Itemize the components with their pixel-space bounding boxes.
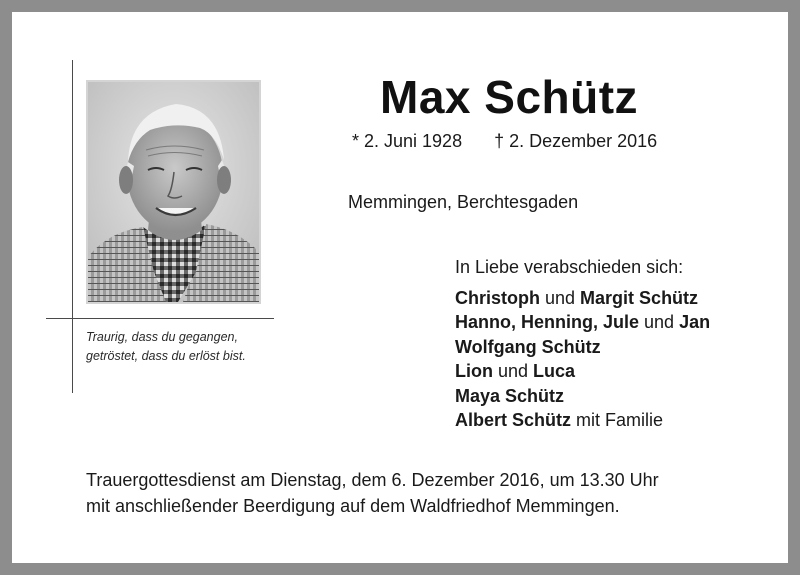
service-line: Trauergottesdienst am Dienstag, dem 6. Dezember 2016, um 13.30 Uhr [86,470,659,490]
service-line: mit anschließender Beerdigung auf dem Waldfriedhof Memmingen. [86,496,620,516]
mourner-suffix: mit Familie [571,410,664,430]
mourner-name: Margit Schütz [580,287,699,308]
mourners-list [455,255,710,433]
death-date: † 2. Dezember 2016 [494,131,658,151]
birth-date: * 2. Juni 1928 [352,131,463,151]
decorative-horizontal-line [46,318,274,319]
portrait-photo [86,80,261,304]
deceased-name: Max Schütz [380,71,639,123]
mourner-line [455,359,710,384]
mourner-name: Albert Schütz [455,410,572,430]
mourner-join: und [493,361,534,381]
mourner-line [455,335,710,360]
mourner-name: Lion [455,361,493,381]
quote-line: Traurig, dass du gegangen, [86,330,238,344]
mourner-name: Wolfgang Schütz [455,336,601,357]
mourner-name: Christoph [455,287,540,308]
mourner-name: Luca [533,361,576,381]
portrait-photo-icon [88,82,259,302]
funeral-service-info [86,467,659,519]
mourner-line [455,286,710,311]
places: Memmingen, Berchtesgaden [348,192,579,212]
decorative-vertical-line [72,60,73,393]
mourners-intro: In Liebe verabschieden sich: [455,257,684,277]
mourner-line [455,384,710,409]
quote-line: getröstet, dass du erlöst bist. [86,349,246,363]
mourner-line [455,408,710,433]
mourner-line [455,310,710,335]
mourner-name: Hanno, Henning, Jule [455,312,640,332]
memorial-quote [86,328,272,366]
mourner-join: und [540,287,581,308]
mourner-name: Jan [679,312,711,332]
mourner-join: und [639,312,680,332]
life-dates [352,131,657,152]
mourner-name: Maya Schütz [455,385,565,406]
